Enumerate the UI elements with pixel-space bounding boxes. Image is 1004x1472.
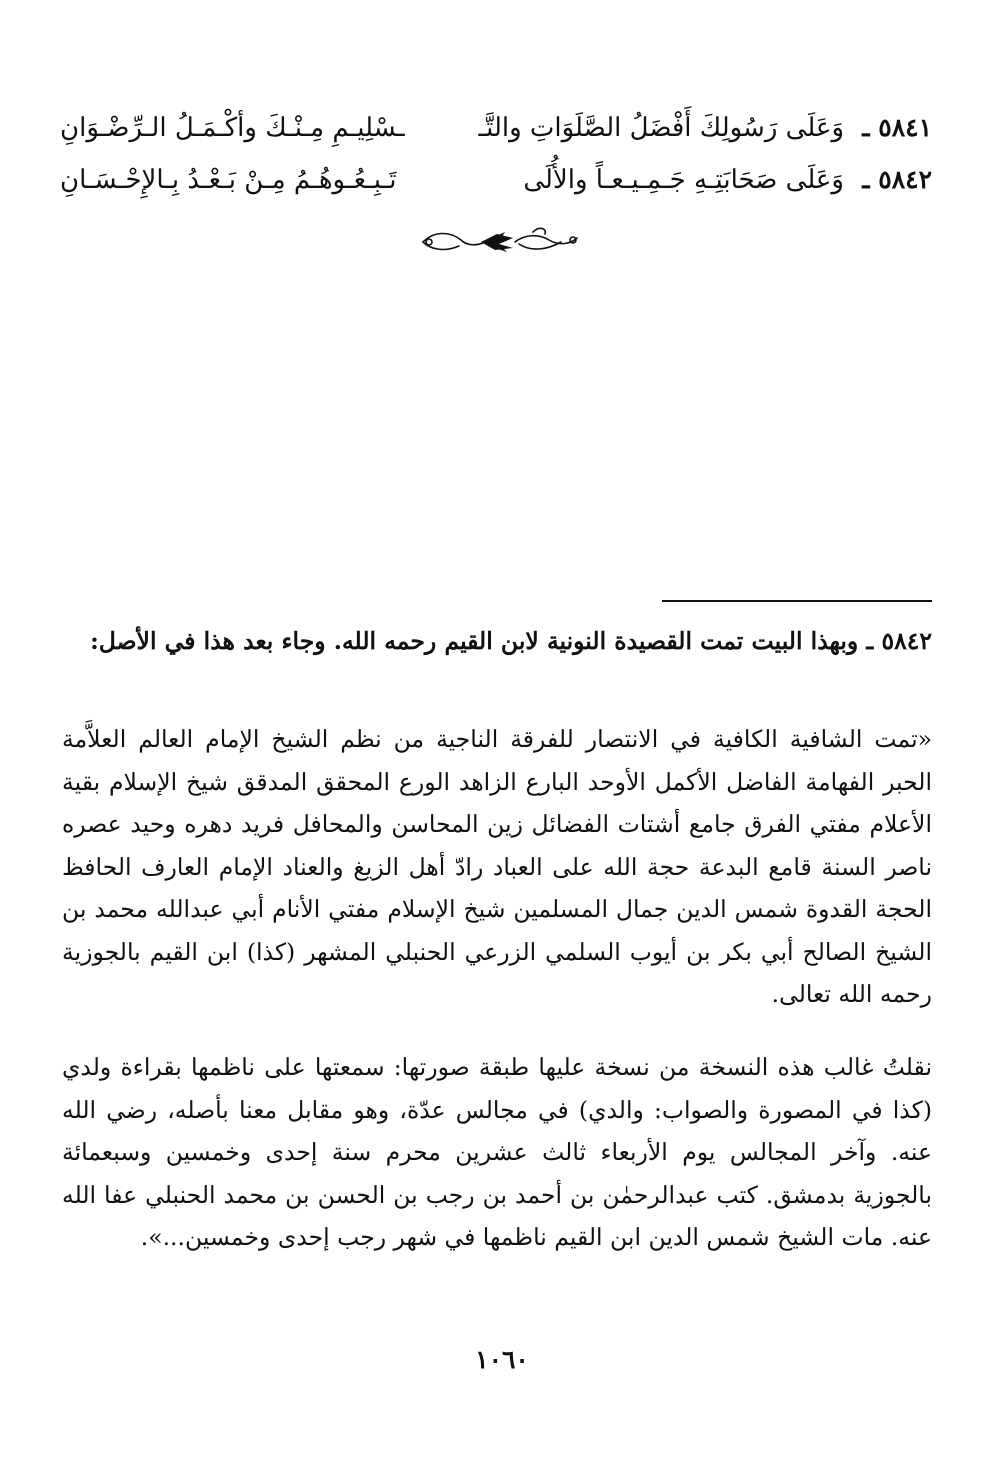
decorative-ornament-icon	[415, 222, 585, 262]
verse-first-hemistich: وَعَلَى صَحَابَتِـهِ جَـمِـيـعـاً والأُلَى	[523, 165, 844, 195]
verse-second-hemistich: تَـبِـعُـوهُـمُ مِـنْ بَـعْـدُ بِـالإِحْـسَـانِ	[60, 165, 397, 195]
verse-first-hemistich: وَعَلَى رَسُولِكَ أَفْضَلُ الصَّلَوَاتِ والتَّـ	[478, 113, 844, 143]
footnote-paragraph-2	[62, 1046, 932, 1259]
page-number: ١٠٦٠	[475, 1345, 529, 1374]
footnote-paragraph-2-text: نقلتُ غالب هذه النسخة من نسخة عليها طبقة صورتها: سمعتها على ناظمها بقراءة ولدي (كذا في المصورة والصواب: والدي) في مجالس عدّة، وهو مقابل معنا بأصله، رضي الله عنه. وآخر المجالس يوم الأربعاء ثالث عشرين محرم سنة إحدى وخمسين وسبعمائة بالجوزية بدمشق. كتب عبدالرحمٰن بن أحمد بن رجب بن الحسن بن محمد الحنبلي عفا الله عنه. مات الشيخ شمس الدين ابن القيم ناظمها في شهر رجب إحدى وخمسين...».	[62, 1053, 932, 1251]
footnote-paragraph-1	[62, 718, 932, 1016]
verse-number: ٥٨٤١ ـ	[862, 113, 932, 142]
verse-second-hemistich: ـسْلِيـمِ مِـنْـكَ وأكْـمَـلُ الـرِّضْـوَانِ	[60, 113, 405, 143]
footnote-separator-line	[662, 600, 932, 602]
verse-row-5842	[60, 160, 932, 200]
verse-number: ٥٨٤٢ ـ	[862, 165, 932, 194]
footnote-heading	[62, 620, 932, 662]
footnote-heading-text: ٥٨٤٢ ـ وبهذا البيت تمت القصيدة النونية لابن القيم رحمه الله. وجاء بعد هذا في الأصل:	[90, 627, 932, 655]
verse-row-5841	[60, 108, 932, 148]
footnote-paragraph-1-text: «تمت الشافية الكافية في الانتصار للفرقة الناجية من نظم الشيخ الإمام العالم العلاَّمة الحبر الفهامة الفاضل الأكمل الأوحد البارع الزاهد الورع المحقق المدقق شيخ الإسلام بقية الأعلام مفتي الفرق جامع أشتات الفضائل زين المحاسن والمحافل فريد دهره وحيد عصره ناصر السنة قامع البدعة حجة الله على العباد رادّ أهل الزيغ والعناد الإمام العارف الحافظ الحجة القدوة شمس الدين جمال المسلمين شيخ الإسلام مفتي الأنام أبي عبدالله محمد بن الشيخ الصالح أبي بكر بن أيوب السلمي الزرعي الحنبلي المشهر (كذا) ابن القيم بالجوزية رحمه الله تعالى.	[62, 725, 932, 1008]
